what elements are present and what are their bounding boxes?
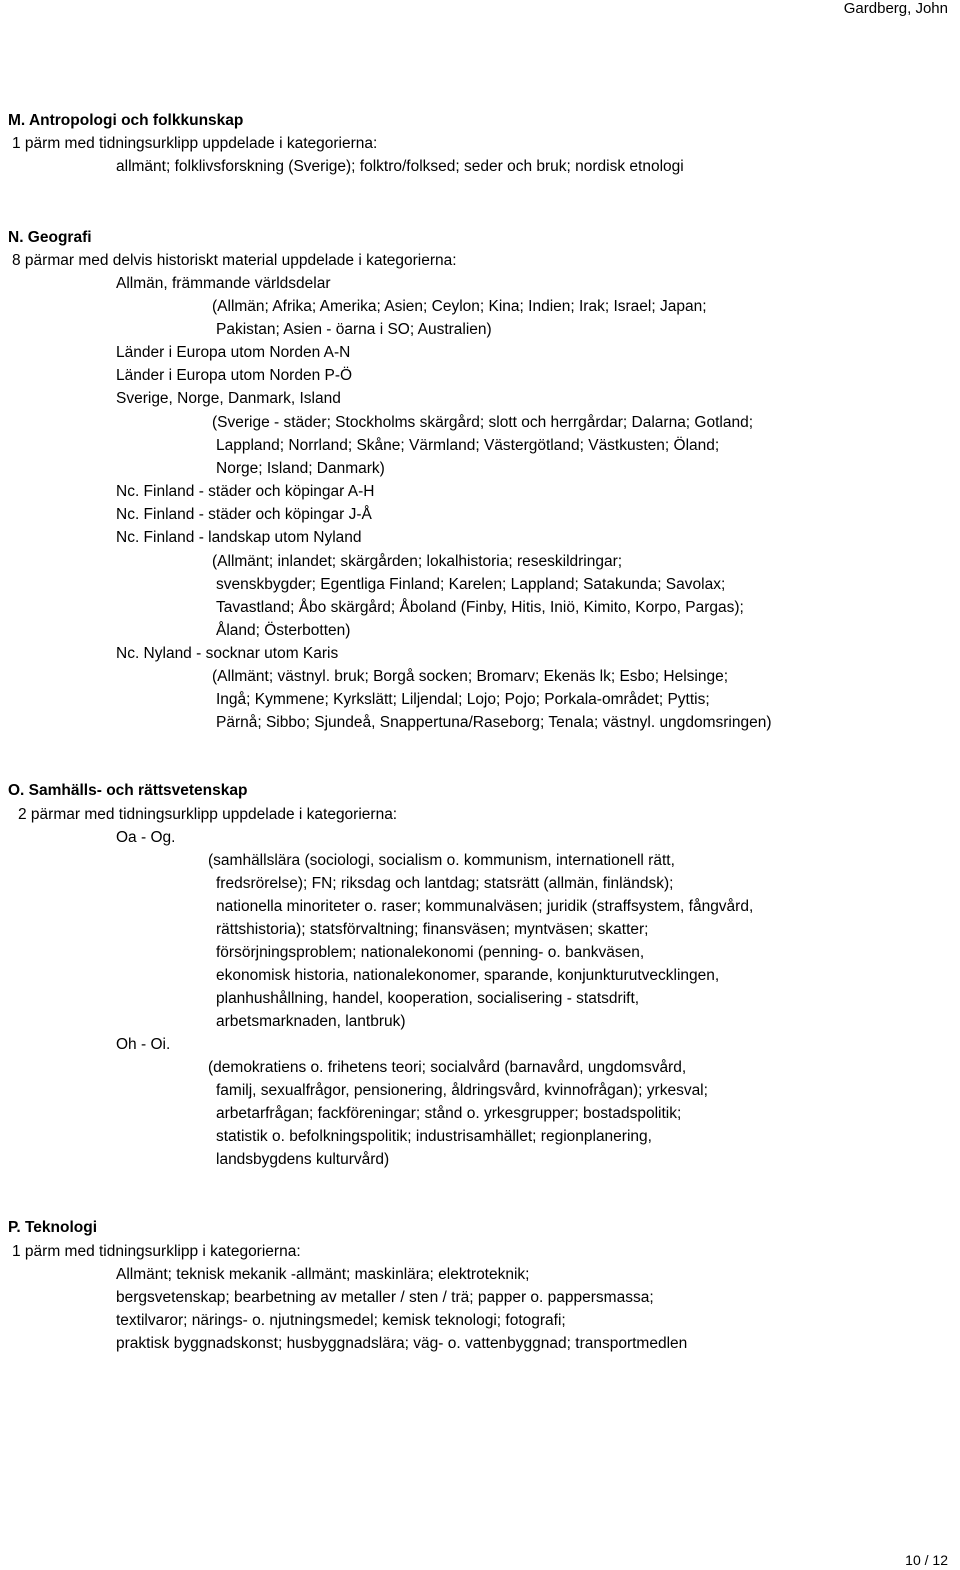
category-line: Allmän, främmande världsdelar xyxy=(116,275,331,292)
subcategory-line: Ingå; Kymmene; Kyrkslätt; Liljendal; Lojo; Pojo; Porkala-området; Pyttis; xyxy=(216,691,710,708)
category-line: Nc. Finland - landskap utom Nyland xyxy=(116,529,362,546)
subcategory-line: (demokratiens o. frihetens teori; socialvård (barnavård, ungdomsvård, xyxy=(208,1059,687,1076)
subcategory-line: svenskbygder; Egentliga Finland; Karelen; Lappland; Satakunda; Savolax; xyxy=(216,576,726,593)
category-line: Länder i Europa utom Norden A-N xyxy=(116,344,351,361)
subcategory-line: fredsrörelse); FN; riksdag och lantdag; statsrätt (allmän, finländsk); xyxy=(216,875,674,892)
section-intro-p: 1 pärm med tidningsurklipp i kategorierna: xyxy=(12,1243,301,1260)
subcategory-line: Lappland; Norrland; Skåne; Värmland; Västergötland; Västkusten; Öland; xyxy=(216,437,720,454)
section-intro-n: 8 pärmar med delvis historiskt material uppdelade i kategorierna: xyxy=(12,252,457,269)
section-line: allmänt; folklivsforskning (Sverige); folktro/folksed; seder och bruk; nordisk etnologi xyxy=(116,158,684,175)
subcategory-line: Pärnå; Sibbo; Sjundeå, Snappertuna/Raseborg; Tenala; västnyl. ungdomsringen) xyxy=(216,714,772,731)
subcategory-line: Norge; Island; Danmark) xyxy=(216,460,385,477)
subcategory-line: försörjningsproblem; nationalekonomi (penning- o. bankväsen, xyxy=(216,944,645,961)
section-intro-o: 2 pärmar med tidningsurklipp uppdelade i kategorierna: xyxy=(18,806,398,823)
category-line: Sverige, Norge, Danmark, Island xyxy=(116,390,341,407)
subcategory-line: Pakistan; Asien - öarna i SO; Australien) xyxy=(216,321,492,338)
category-line: bergsvetenskap; bearbetning av metaller / sten / trä; papper o. pappersmassa; xyxy=(116,1289,654,1306)
subcategory-line: (samhällslära (sociologi, socialism o. kommunism, internationell rätt, xyxy=(208,852,675,869)
category-line: Nc. Nyland - socknar utom Karis xyxy=(116,645,339,662)
subcategory-line: Åland; Österbotten) xyxy=(216,622,351,639)
subcategory-line: arbetsmarknaden, lantbruk) xyxy=(216,1013,406,1030)
subcategory-line: familj, sexualfrågor, pensionering, åldringsvård, kvinnofrågan); yrkesval; xyxy=(216,1082,708,1099)
section-heading-n: N. Geografi xyxy=(8,229,92,246)
subcategory-line: (Allmänt; inlandet; skärgården; lokalhistoria; reseskildringar; xyxy=(212,553,623,570)
category-line: Nc. Finland - städer och köpingar A-H xyxy=(116,483,375,500)
category-line: Allmänt; teknisk mekanik -allmänt; maskinlära; elektroteknik; xyxy=(116,1266,530,1283)
section-heading-p: P. Teknologi xyxy=(8,1219,97,1236)
subcategory-line: rättshistoria); statsförvaltning; finansväsen; myntväsen; skatter; xyxy=(216,921,649,938)
subcategory-line: statistik o. befolkningspolitik; industrisamhället; regionplanering, xyxy=(216,1128,652,1145)
subcategory-line: (Sverige - städer; Stockholms skärgård; slott och herrgårdar; Dalarna; Gotland; xyxy=(212,414,754,431)
section-heading-m: M. Antropologi och folkkunskap xyxy=(8,112,244,129)
subcategory-line: (Allmänt; västnyl. bruk; Borgå socken; Bromarv; Ekenäs lk; Esbo; Helsinge; xyxy=(212,668,729,685)
subcategory-line: landsbygdens kulturvård) xyxy=(216,1151,390,1168)
category-label: Oa - Og. xyxy=(116,829,176,846)
category-label: Oh - Oi. xyxy=(116,1036,171,1053)
subcategory-line: (Allmän; Afrika; Amerika; Asien; Ceylon; Kina; Indien; Irak; Israel; Japan; xyxy=(212,298,707,315)
page-number: 10 / 12 xyxy=(905,1552,948,1568)
subcategory-line: Tavastland; Åbo skärgård; Åboland (Finby, Hitis, Iniö, Kimito, Korpo, Pargas); xyxy=(216,599,744,616)
category-line: Nc. Finland - städer och köpingar J-Å xyxy=(116,506,372,523)
section-intro-m: 1 pärm med tidningsurklipp uppdelade i kategorierna: xyxy=(12,135,378,152)
subcategory-line: nationella minoriteter o. raser; kommunalväsen; juridik (straffsystem, fångvård, xyxy=(216,898,754,915)
author-name: Gardberg, John xyxy=(843,0,948,17)
category-line: praktisk byggnadskonst; husbyggnadslära; väg- o. vattenbyggnad; transportmedlen xyxy=(116,1335,688,1352)
category-line: Länder i Europa utom Norden P-Ö xyxy=(116,367,353,384)
section-heading-o: O. Samhälls- och rättsvetenskap xyxy=(8,782,248,799)
subcategory-line: planhushållning, handel, kooperation, socialisering - statsdrift, xyxy=(216,990,640,1007)
subcategory-line: arbetarfrågan; fackföreningar; stånd o. yrkesgrupper; bostadspolitik; xyxy=(216,1105,682,1122)
category-line: textilvaror; närings- o. njutningsmedel; kemisk teknologi; fotografi; xyxy=(116,1312,566,1329)
subcategory-line: ekonomisk historia, nationalekonomer, sparande, konjunkturutvecklingen, xyxy=(216,967,720,984)
